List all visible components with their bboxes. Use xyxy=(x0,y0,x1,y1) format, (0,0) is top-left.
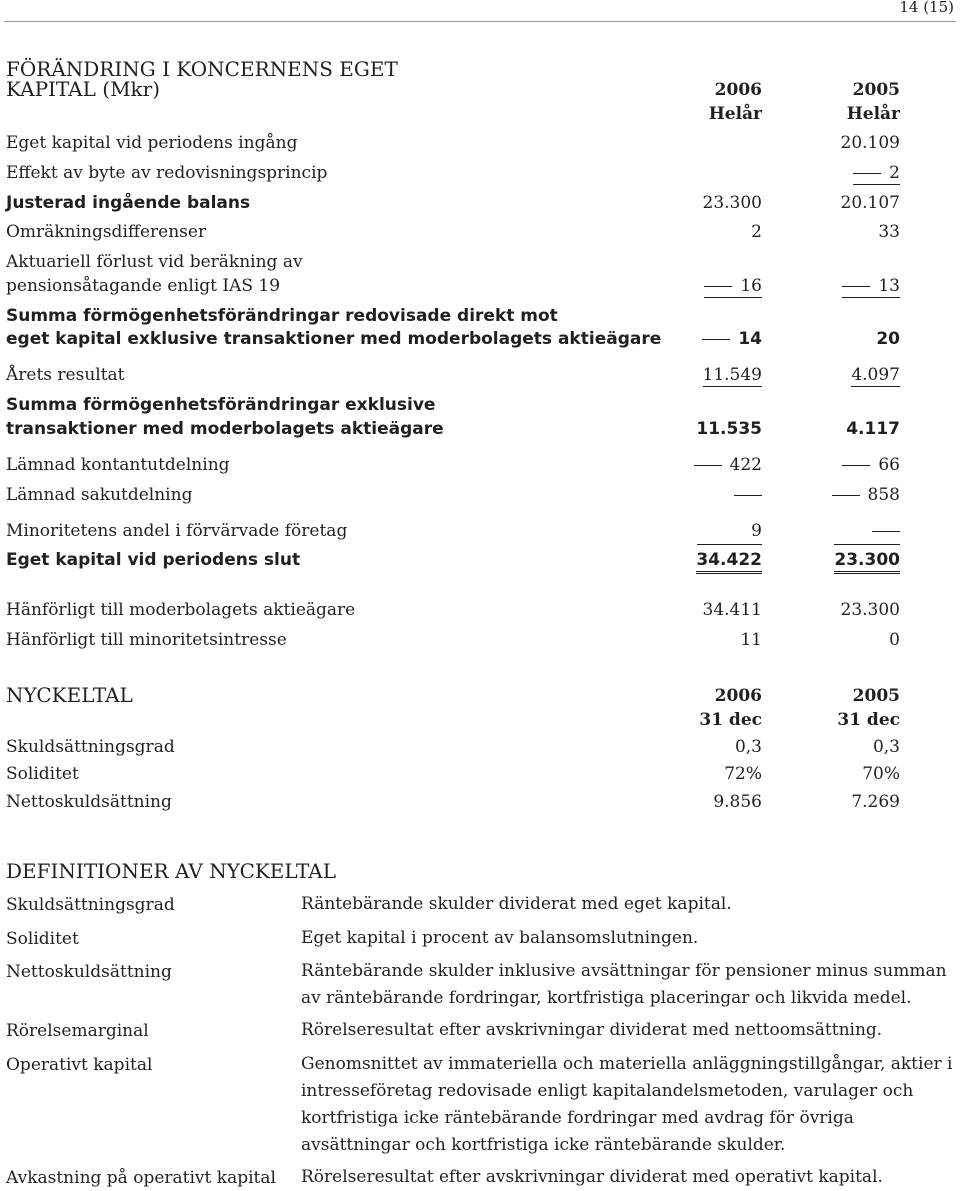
row-minority-int-v1: 11 xyxy=(740,630,762,650)
row-parent-v1: 34.411 xyxy=(702,600,762,620)
minus-sign xyxy=(702,339,730,340)
row-cash-div-v2-cell xyxy=(780,455,900,475)
keyfig-row-v2: 70% xyxy=(862,764,900,784)
row-opening-v2: 20.109 xyxy=(840,133,900,153)
row-actuarial-v1-cell xyxy=(640,276,762,298)
equity-col2-label: Helår xyxy=(846,104,900,124)
row-noncash-div-v2: 858 xyxy=(867,485,900,505)
keyfig-row-v2: 7.269 xyxy=(851,792,900,812)
equity-col1-label: Helår xyxy=(708,104,762,124)
row-actuarial-v1: 16 xyxy=(740,276,762,296)
equity-col1-year: 2006 xyxy=(714,80,762,100)
row-actuarial-label: pensionsåtagande enligt IAS 19 xyxy=(6,276,281,296)
row-cash-div-v1-cell xyxy=(640,455,762,475)
row-minority-int-label: Hänförligt till minoritetsintresse xyxy=(6,630,287,650)
row-result-v2: 4.097 xyxy=(851,365,900,385)
page-number: 14 (15) xyxy=(899,0,954,16)
row-sum-excl-v2: 4.117 xyxy=(846,419,900,439)
row-sum-direct-v1: 14 xyxy=(738,329,762,349)
keyfig-title: NYCKELTAL xyxy=(6,683,133,707)
row-cash-div-v1: 422 xyxy=(729,455,762,475)
def-term: Soliditet xyxy=(6,929,79,949)
def-desc: Räntebärande skulder dividerat med eget kapital. xyxy=(301,894,732,914)
rule xyxy=(697,544,762,545)
row-result-label: Årets resultat xyxy=(6,365,125,385)
row-adjusted-v1: 23.300 xyxy=(702,193,762,213)
minus-sign xyxy=(842,286,870,287)
row-effect-label: Effekt av byte av redovisningsprincip xyxy=(6,163,328,183)
row-minority-v2-cell xyxy=(780,521,900,541)
row-sum-direct-v2: 20 xyxy=(876,329,900,349)
row-adjusted-label: Justerad ingående balans xyxy=(6,193,251,213)
keyfig-row-label: Soliditet xyxy=(6,764,79,784)
keyfig-row-label: Skuldsättningsgrad xyxy=(6,737,175,757)
def-desc: Räntebärande skulder inklusive avsättningar för pensioner minus summan av räntebärande fordringar, kortfristiga placeringar och likvida medel. xyxy=(301,961,947,1008)
minus-sign xyxy=(734,495,762,496)
keyfig-col1-label: 31 dec xyxy=(699,710,762,730)
row-cash-div-v2: 66 xyxy=(878,455,900,475)
row-actuarial-v2-cell xyxy=(780,276,900,298)
keyfig-row-v1: 9.856 xyxy=(713,792,762,812)
row-translation-label: Omräkningsdifferenser xyxy=(6,222,207,242)
defs-title: DEFINITIONER AV NYCKELTAL xyxy=(6,859,337,883)
keyfig-row-v1: 0,3 xyxy=(734,737,762,757)
def-term: Rörelsemarginal xyxy=(6,1021,149,1041)
row-parent-v2: 23.300 xyxy=(840,600,900,620)
header-rule xyxy=(4,21,956,22)
def-term: Skuldsättningsgrad xyxy=(6,895,175,915)
keyfig-col1-year: 2006 xyxy=(714,686,762,706)
minus-sign xyxy=(832,495,860,496)
row-actuarial-line1: Aktuariell förlust vid beräkning av xyxy=(6,252,303,272)
def-term: Operativt kapital xyxy=(6,1055,153,1075)
row-noncash-div-v1-cell xyxy=(640,485,762,505)
row-result-v1-cell xyxy=(640,365,762,387)
keyfig-row-v2: 0,3 xyxy=(872,737,900,757)
minus-sign xyxy=(872,531,900,532)
row-actuarial-v2: 13 xyxy=(878,276,900,296)
row-result-v1: 11.549 xyxy=(702,365,762,385)
row-parent-label: Hänförligt till moderbolagets aktieägare xyxy=(6,600,356,620)
minus-sign xyxy=(842,465,870,466)
minus-sign xyxy=(694,465,722,466)
row-closing-v1-cell xyxy=(640,550,762,574)
row-result-v2-cell xyxy=(780,365,900,387)
row-opening-label: Eget kapital vid periodens ingång xyxy=(6,133,298,153)
minus-sign xyxy=(704,286,732,287)
row-minority-v1: 9 xyxy=(751,521,762,541)
rule xyxy=(834,544,900,545)
def-desc: Eget kapital i procent av balansomslutningen. xyxy=(301,928,699,948)
row-sum-direct-line1: Summa förmögenhetsförändringar redovisade direkt mot xyxy=(6,306,558,326)
row-effect-v2-cell xyxy=(780,163,900,185)
equity-col2-year: 2005 xyxy=(852,80,900,100)
row-minority-label: Minoritetens andel i förvärvade företag xyxy=(6,521,348,541)
row-closing-v1: 34.422 xyxy=(696,550,762,574)
def-desc: Rörelseresultat efter avskrivningar dividerat med nettoomsättning. xyxy=(301,1020,883,1040)
row-adjusted-v2: 20.107 xyxy=(840,193,900,213)
row-sum-direct-label: eget kapital exklusive transaktioner med moderbolagets aktieägare xyxy=(6,329,662,349)
def-desc: Rörelseresultat efter avskrivningar dividerat med operativt kapital. xyxy=(301,1167,883,1187)
row-closing-label: Eget kapital vid periodens slut xyxy=(6,550,301,570)
row-noncash-div-label: Lämnad sakutdelning xyxy=(6,485,193,505)
keyfig-col2-label: 31 dec xyxy=(837,710,900,730)
row-sum-excl-line1: Summa förmögenhetsförändringar exklusive xyxy=(6,395,436,415)
def-desc: Genomsnittet av immateriella och materiella anläggningstillgångar, aktier i intresseföretag redovisade enligt kapitalandelsmetoden, varulager och kortfristiga icke räntebärande fordringar med avdrag för övriga avsättningar och kortfristiga icke räntebärande skulder. xyxy=(301,1054,953,1155)
row-noncash-div-v2-cell xyxy=(780,485,900,505)
keyfig-row-v1: 72% xyxy=(724,764,762,784)
row-sum-excl-label: transaktioner med moderbolagets aktieägare xyxy=(6,419,444,439)
row-closing-v2-cell xyxy=(780,550,900,574)
def-term: Nettoskuldsättning xyxy=(6,962,172,982)
row-sum-direct-v1-cell xyxy=(640,329,762,349)
keyfig-row-label: Nettoskuldsättning xyxy=(6,792,172,812)
keyfig-col2-year: 2005 xyxy=(852,686,900,706)
row-sum-excl-v1: 11.535 xyxy=(696,419,762,439)
row-translation-v2: 33 xyxy=(878,222,900,242)
minus-sign xyxy=(853,173,881,174)
def-term: Avkastning på operativt kapital xyxy=(6,1168,276,1188)
equity-title-line2: KAPITAL (Mkr) xyxy=(6,77,161,101)
row-closing-v2: 23.300 xyxy=(834,550,900,574)
row-minority-int-v2: 0 xyxy=(889,630,900,650)
row-translation-v1: 2 xyxy=(751,222,762,242)
row-cash-div-label: Lämnad kontantutdelning xyxy=(6,455,230,475)
equity-title-line1: FÖRÄNDRING I KONCERNENS EGET xyxy=(6,57,398,81)
row-effect-v2: 2 xyxy=(889,163,900,183)
